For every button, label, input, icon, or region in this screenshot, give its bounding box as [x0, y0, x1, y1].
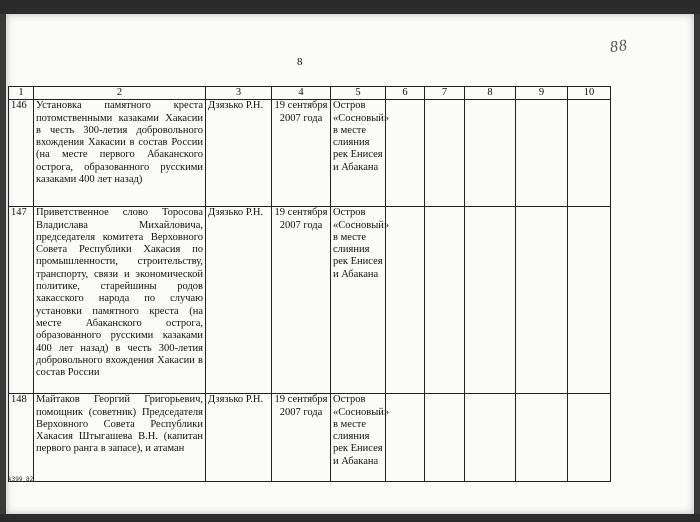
ledger-table — [8, 86, 611, 482]
archive-stamp: k399 82 — [8, 476, 34, 483]
empty-cell — [516, 394, 568, 482]
empty-cell — [465, 207, 516, 394]
table-row — [9, 100, 611, 207]
table-row — [9, 207, 611, 394]
row-author: Дзязько Р.Н. — [206, 100, 272, 207]
column-header: 1 — [9, 87, 34, 100]
empty-cell — [568, 100, 611, 207]
row-date: 19 сентября 2007 года — [272, 207, 331, 394]
column-header: 7 — [425, 87, 465, 100]
column-header: 4 — [272, 87, 331, 100]
table-row — [9, 394, 611, 482]
row-description: Майтаков Георгий Григорьевич, помощник (советник) Председателя Верховного Совета Республики Хакасия Штыгашева В.Н. (капитан первого ранга в запасе), и атаман — [34, 394, 206, 482]
empty-cell — [465, 100, 516, 207]
empty-cell — [516, 100, 568, 207]
column-header: 9 — [516, 87, 568, 100]
empty-cell — [568, 394, 611, 482]
empty-cell — [425, 100, 465, 207]
empty-cell — [425, 207, 465, 394]
row-description: Приветственное слово Торосова Владислава Михайловича, председателя комитета Верховного Совета Республики Хакасия по промышленности, строительству, транспорту, связи и экономической политике, старейшины родов хакасского народа по случаю установки памятного креста (на месте Абаканского острога, образованного русскими казаками 400 лет назад) в честь 300-летия добровольного вхождения Хакасии в состав России — [34, 207, 206, 394]
row-author: Дзязько Р.Н. — [206, 207, 272, 394]
handwritten-folio-number: 88 — [608, 36, 630, 57]
empty-cell — [386, 207, 425, 394]
empty-cell — [465, 394, 516, 482]
row-number: 148 — [9, 394, 34, 482]
row-number: 146 — [9, 100, 34, 207]
empty-cell — [516, 207, 568, 394]
row-author: Дзязько Р.Н. — [206, 394, 272, 482]
column-header: 6 — [386, 87, 425, 100]
empty-cell — [386, 100, 425, 207]
column-header: 8 — [465, 87, 516, 100]
column-header: 3 — [206, 87, 272, 100]
column-header: 5 — [331, 87, 386, 100]
empty-cell — [386, 394, 425, 482]
scan-bottom-edge — [0, 514, 700, 522]
column-number-row — [9, 87, 611, 100]
row-place: Остров «Сосновый» в месте слияния рек Енисея и Абакана — [331, 394, 386, 482]
column-header: 2 — [34, 87, 206, 100]
page-number: 8 — [297, 56, 303, 68]
empty-cell — [568, 207, 611, 394]
row-date: 19 сентября 2007 года — [272, 394, 331, 482]
row-date: 19 сентября 2007 года — [272, 100, 331, 207]
row-description: Установка памятного креста потомственными казаками Хакасии в честь 300-летия добровольного вхождения Хакасии в состав России (на месте первого Абаканского острога, образованного русскими казаками 400 лет назад) — [34, 100, 206, 207]
row-place: Остров «Сосновый» в месте слияния рек Енисея и Абакана — [331, 100, 386, 207]
row-number: 147 — [9, 207, 34, 394]
column-header: 10 — [568, 87, 611, 100]
empty-cell — [425, 394, 465, 482]
scan-top-edge — [0, 0, 700, 14]
row-place: Остров «Сосновый» в месте слияния рек Енисея и Абакана — [331, 207, 386, 394]
